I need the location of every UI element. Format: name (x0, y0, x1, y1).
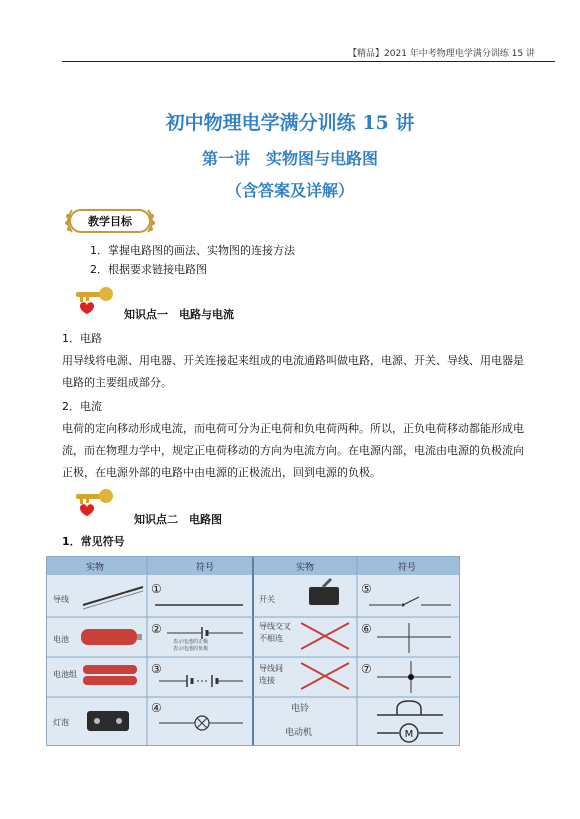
section-heading: 知识点一 电路与电流 (124, 308, 234, 321)
subsection-heading: 1．电路 (62, 332, 102, 345)
table-label: 不相连 (259, 634, 283, 643)
table-header-cell: 符号 (195, 563, 215, 573)
switch-symbol (403, 597, 419, 605)
key-heart-icon (72, 486, 118, 516)
table-label: 电动机 (285, 728, 313, 738)
table-label: 电池 (53, 635, 69, 644)
table-label: 开关 (259, 595, 275, 604)
motor-label: M (404, 729, 414, 740)
battery-note: 表示电池的正极 (173, 639, 209, 645)
table-label: 电池组 (53, 670, 77, 679)
document-title: 初中物理电学满分训练 15 讲 (165, 112, 415, 134)
subsection-heading: 2．电流 (62, 400, 102, 413)
key-heart-icon (72, 284, 118, 314)
switch-photo (309, 587, 339, 605)
table-number: ② (151, 622, 162, 636)
table-header-cell: 实物 (295, 563, 315, 573)
subsection-heading: 1．常见符号 (62, 535, 125, 548)
table-number: ⑥ (361, 622, 372, 636)
section-heading: 知识点二 电路图 (134, 513, 222, 526)
battery-note: 表示电池的负极 (173, 646, 209, 652)
paragraph-line: 流，而在物理力学中，规定正电荷移动的方向为电流方向。在电源内部，电流由电源的负极流向 (62, 444, 524, 457)
table-header-cell: 实物 (85, 563, 105, 573)
table-number: ⑦ (361, 662, 372, 676)
table-number: ③ (151, 662, 162, 676)
table-number: ⑤ (361, 582, 372, 596)
bell-symbol (397, 701, 421, 715)
goal-item: 1．掌握电路图的画法、实物图的连接方法 (90, 244, 295, 257)
paragraph-line: 电荷的定向移动形成电流，而电荷可分为正电荷和负电荷两种。所以，正负电荷移动都能形成电 (62, 422, 524, 435)
header-rule (62, 61, 555, 62)
paragraph-line: 用导线将电源、用电器、开关连接起来组成的电流通路叫做电路，电源、开关、导线、用电器是 (62, 354, 524, 367)
title-note: （含答案及详解） (225, 181, 354, 200)
table-label: 导线交叉 (259, 622, 291, 631)
table-label: 导线 (53, 595, 69, 604)
table-number: ① (151, 582, 162, 596)
table-label: 导线间 (259, 664, 283, 673)
teaching-goals-badge: 教学目标 (88, 215, 132, 228)
battery-photo (81, 629, 137, 645)
table-number: ④ (151, 701, 162, 715)
bulb-photo (87, 711, 129, 731)
circuit-symbols-table (46, 556, 460, 746)
paragraph-line: 正极，在电源外部的电路中由电源的正极流出，回到电源的负极。 (62, 466, 381, 479)
goal-item: 2．根据要求链接电路图 (90, 263, 207, 276)
table-label: 电铃 (291, 704, 310, 714)
page-header: 【精品】2021 年中考物理电学满分训练 15 讲 (348, 49, 535, 59)
table-header-cell: 符号 (397, 563, 417, 573)
wire-photo (83, 587, 143, 605)
lesson-title: 第一讲 实物图与电路图 (201, 149, 378, 168)
paragraph-line: 电路的主要组成部分。 (62, 376, 172, 389)
battery-pack-photo (83, 665, 137, 674)
table-label: 连接 (259, 676, 275, 685)
table-label: 灯泡 (53, 718, 69, 727)
